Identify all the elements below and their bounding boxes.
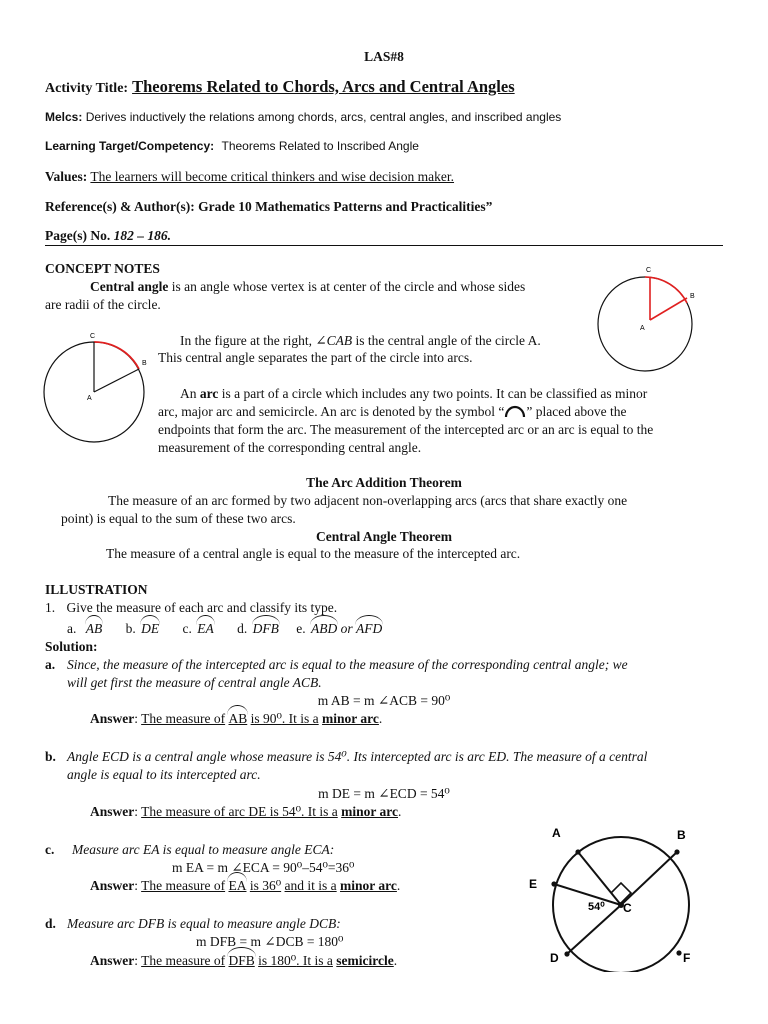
- answer-text-a: The measure of: [141, 878, 226, 893]
- item-letter: c.: [182, 621, 192, 636]
- figure-paragraph-line2: This central angle separates the part of the circle into arcs.: [158, 350, 473, 365]
- label-f: F: [683, 951, 691, 965]
- solution-d-line1: Measure arc DFB is equal to measure angle DCB:: [67, 916, 341, 931]
- arc-addition-line1: The measure of an arc formed by two adjacent non-overlapping arcs (arcs that share exactly one: [108, 493, 628, 508]
- solution-d-letter: d.: [45, 916, 56, 931]
- central-angle-term: Central angle: [90, 279, 169, 294]
- central-angle-def-line1: [90, 279, 590, 295]
- answer-end: .: [378, 711, 383, 726]
- point-f: [676, 950, 681, 955]
- label-a: A: [87, 395, 92, 402]
- reference-line: Reference(s) & Author(s): Grade 10 Mathematics Patterns and Practicalities”: [45, 199, 493, 214]
- answer-text-a: The measure of arc DE is 54⁰: [141, 804, 301, 819]
- question-line: [45, 600, 337, 616]
- pages-line: [45, 228, 171, 244]
- arc-line2-a: arc, major arc and semicircle. An arc is denoted by the symbol “: [158, 404, 505, 419]
- arc-paragraph-line2: [158, 404, 626, 420]
- arc-term: arc: [199, 386, 219, 401]
- answer-end: .: [398, 804, 402, 819]
- header-divider: [45, 245, 723, 246]
- arc-item-c: [183, 621, 218, 636]
- central-angle-def-line2: are radii of the circle.: [45, 297, 161, 312]
- arc-cb: [94, 342, 139, 369]
- arc-addition-line2: point) is equal to the sum of these two arcs.: [61, 511, 296, 526]
- label-b: B: [142, 360, 147, 367]
- melcs-text: Derives inductively the relations among chords, arcs, central angles, and inscribed angles: [85, 110, 562, 124]
- answer-label: Answer: [90, 711, 135, 726]
- angle-cab: ∠CAB: [315, 333, 353, 348]
- answer-label: Answer: [90, 953, 135, 968]
- point-d: [564, 951, 569, 956]
- solution-d-answer: Answer: The measure of DFB is 180⁰. It is a semicircle.: [90, 953, 398, 968]
- solution-c-letter: c.: [45, 842, 55, 857]
- arc-items-list: [67, 621, 382, 637]
- pages-label: Page(s) No.: [45, 228, 111, 243]
- las-number: LAS#8: [364, 49, 404, 64]
- circle-figure-top: [596, 262, 700, 378]
- arc-ea: EA: [197, 621, 214, 636]
- answer-text-c: . It is a: [296, 953, 333, 968]
- arc-paragraph-line3: endpoints that form the arc. The measurement of the intercepted arc or an arc is equal to the: [158, 422, 654, 437]
- answer-text-b: is 90⁰: [250, 711, 282, 726]
- circle-figure-left: [42, 330, 160, 448]
- solution-c-equation: m EA = m ∠ECA = 90⁰–54⁰=36⁰: [172, 860, 355, 875]
- radius-cb: [621, 852, 677, 905]
- arc-connector: or: [340, 621, 353, 636]
- answer-text-b: is 180⁰: [258, 953, 297, 968]
- answer-type: semicircle: [336, 953, 394, 968]
- arc-abd: ABD: [311, 621, 338, 636]
- arc-addition-theorem-title: The Arc Addition Theorem: [306, 475, 462, 490]
- radius-ab: [94, 369, 139, 392]
- circle-figure-illustration: [520, 822, 710, 972]
- answer-arc: EA: [228, 878, 247, 893]
- answer-arc: AB: [228, 711, 248, 726]
- solution-d-equation: m DFB = m ∠DCB = 180⁰: [196, 934, 344, 949]
- answer-end: .: [396, 878, 401, 893]
- answer-text-a: The measure of: [141, 711, 226, 726]
- item-letter: a.: [67, 621, 77, 636]
- solution-b-line1: Angle ECD is a central angle whose measure is 54⁰. Its intercepted arc is arc ED. The measure of a central: [67, 749, 648, 764]
- solution-c-answer: Answer: The measure of EA is 36⁰ and it is a minor arc.: [90, 878, 401, 893]
- answer-type: minor arc: [341, 804, 398, 819]
- values-label: Values:: [45, 169, 88, 184]
- solution-b-letter: b.: [45, 749, 56, 764]
- fig-p1-a: In the figure at the right,: [180, 333, 312, 348]
- solution-c-line1: Measure arc EA is equal to measure angle ECA:: [72, 842, 335, 857]
- arc-cb: [645, 277, 687, 303]
- radius-ab: [650, 298, 687, 320]
- solution-a-letter: a.: [45, 657, 56, 672]
- arc-line2-b: ” placed above the: [526, 404, 627, 419]
- arc-item-d: [237, 621, 282, 636]
- label-c: C: [90, 333, 96, 340]
- activity-title-line: [45, 77, 515, 97]
- label-b: B: [677, 828, 686, 842]
- item-letter: d.: [237, 621, 248, 636]
- figure-paragraph-line1: [180, 333, 541, 349]
- label-a: A: [552, 826, 561, 840]
- question-number: 1.: [45, 600, 56, 615]
- arc-paragraph-line4: measurement of the corresponding central angle.: [158, 440, 422, 455]
- central-angle-theorem-text: The measure of a central angle is equal to the measure of the intercepted arc.: [106, 546, 521, 561]
- answer-type: minor arc: [340, 878, 397, 893]
- solution-a-equation: m AB = m ∠ACB = 90⁰: [317, 693, 451, 708]
- arc-symbol-icon: [504, 404, 526, 418]
- melcs-line: [45, 110, 561, 124]
- point-b: [674, 849, 679, 854]
- central-angle-theorem-title: Central Angle Theorem: [316, 529, 452, 544]
- answer-text-c: and it is a: [284, 878, 337, 893]
- values-text: The learners will become critical thinkers and wise decision maker.: [90, 169, 455, 184]
- answer-label: Answer: [90, 878, 135, 893]
- solution-a-line1: Since, the measure of the intercepted arc is equal to the measure of the corresponding central angle; we: [67, 657, 628, 672]
- arc-ab: AB: [85, 621, 103, 636]
- melcs-label: Melcs:: [45, 110, 83, 124]
- target-label: Learning Target/Competency:: [45, 139, 215, 153]
- label-b: B: [690, 293, 695, 300]
- fig-p1-b: is the central angle of the circle A.: [355, 333, 541, 348]
- label-a: A: [640, 325, 645, 332]
- arc-paragraph-line1: [180, 386, 647, 402]
- answer-arc: DFB: [228, 953, 255, 968]
- arc-de: DE: [141, 621, 160, 636]
- solution-b-answer: Answer: The measure of arc DE is 54⁰. It is a minor arc.: [90, 804, 402, 819]
- answer-text-c: . It is a: [281, 711, 319, 726]
- pages-value: 182 – 186.: [113, 228, 171, 243]
- answer-text-a: The measure of: [141, 953, 226, 968]
- answer-end: .: [393, 953, 398, 968]
- values-line: [45, 169, 454, 185]
- label-d: D: [550, 951, 559, 965]
- radius-ca: [578, 852, 621, 905]
- item-letter: b.: [125, 621, 136, 636]
- arc-dfb: DFB: [252, 621, 279, 636]
- question-text: Give the measure of each arc and classify its type.: [66, 600, 338, 615]
- arc-item-b: [126, 621, 163, 636]
- answer-type: minor arc: [322, 711, 379, 726]
- target-text: Theorems Related to Inscribed Angle: [221, 139, 419, 153]
- answer-text-b: is 36⁰: [249, 878, 282, 893]
- answer-label: Answer: [90, 804, 135, 819]
- solution-b-equation: m DE = m ∠ECD = 54⁰: [318, 786, 450, 801]
- target-line: [45, 139, 419, 153]
- right-angle-mark: [611, 883, 631, 903]
- illustration-heading: ILLUSTRATION: [45, 582, 148, 597]
- item-letter: e.: [296, 621, 306, 636]
- solution-a-answer: Answer: The measure of AB is 90⁰. It is a minor arc.: [90, 711, 383, 726]
- label-c: C: [623, 901, 632, 915]
- label-c: C: [646, 267, 652, 274]
- concept-heading: CONCEPT NOTES: [45, 261, 160, 276]
- solution-label: Solution:: [45, 639, 98, 654]
- arc-item-a: [67, 621, 106, 636]
- arc-p-b: is a part of a circle which includes any two points. It can be classified as minor: [221, 386, 648, 401]
- label-e: E: [529, 877, 538, 891]
- arc-item-e: [296, 621, 382, 636]
- answer-text-c: . It is a: [301, 804, 338, 819]
- point-e: [551, 881, 556, 886]
- arc-afd: AFD: [356, 621, 383, 636]
- activity-title: Theorems Related to Chords, Arcs and Central Angles: [132, 77, 515, 96]
- arc-p-a: An: [180, 386, 197, 401]
- solution-a-line2: will get first the measure of central angle ACB.: [67, 675, 322, 690]
- point-a: [575, 849, 580, 854]
- activity-label: Activity Title:: [45, 81, 129, 96]
- def-line1-text: is an angle whose vertex is at center of the circle and whose sides: [171, 279, 526, 294]
- solution-b-line2: angle is equal to its intercepted arc.: [67, 767, 261, 782]
- label-angle-54: 54⁰: [588, 901, 605, 913]
